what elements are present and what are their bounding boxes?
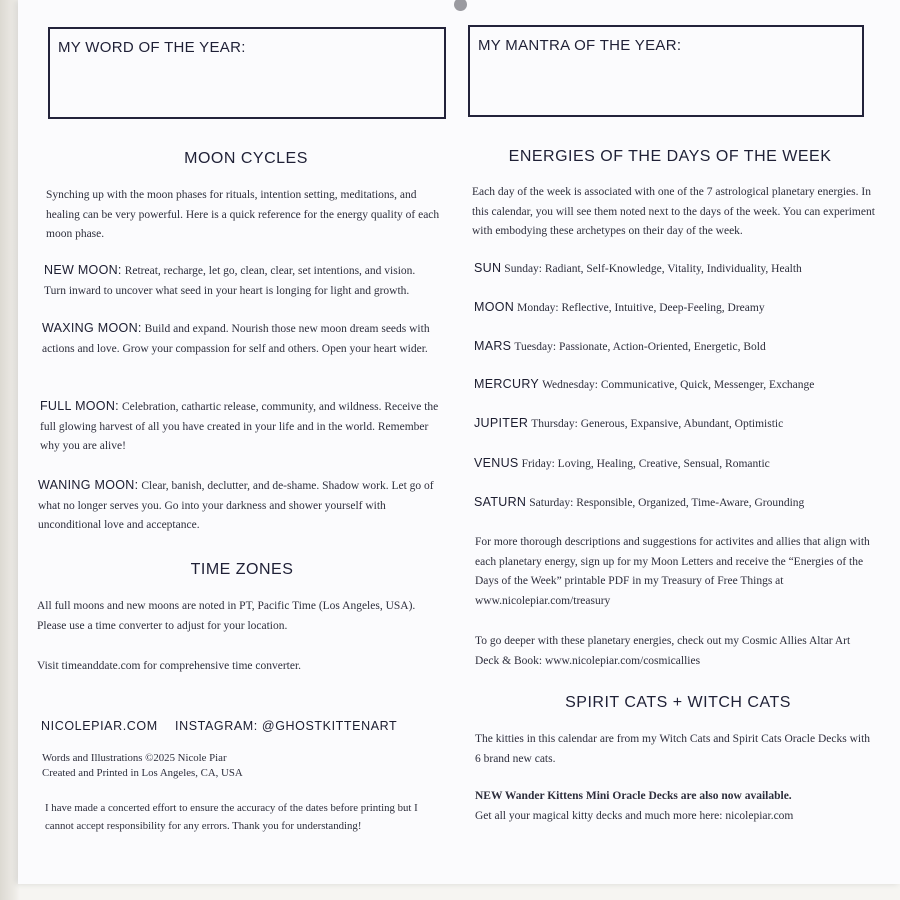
credit-line-1: Words and Illustrations ©2025 Nicole Piar <box>42 752 227 764</box>
new-moon-entry <box>44 261 436 301</box>
day-saturn <box>474 493 804 512</box>
day-venus <box>474 454 770 473</box>
full-moon-text: Celebration, cathartic release, community, and wildness. Receive the full glowing harvest of all you have created in your life and in the world. Remember why you are alive! <box>40 401 439 452</box>
day-moon <box>474 298 765 317</box>
day-sun <box>474 259 802 278</box>
mantra-of-year-label: MY MANTRA OF THE YEAR: <box>478 37 682 54</box>
time-converter-text: Visit timeanddate.com for comprehensive time converter. <box>37 660 302 672</box>
planet-mars: MARS <box>474 339 512 353</box>
energies-heading: ENERGIES OF THE DAYS OF THE WEEK <box>508 148 832 165</box>
time-zones-heading: TIME ZONES <box>190 561 294 578</box>
planet-jupiter: JUPITER <box>474 416 529 430</box>
kitties-text: The kitties in this calendar are from my Witch Cats and Spirit Cats Oracle Decks with 6 brand new cats. <box>475 733 871 765</box>
day-mercury <box>474 375 814 394</box>
planet-moon: MOON <box>474 300 515 314</box>
waxing-moon-entry <box>42 319 446 359</box>
credit-line-2: Created and Printed in Los Angeles, CA, USA <box>42 767 243 779</box>
mantra-of-year-box[interactable] <box>468 25 864 117</box>
word-of-year-box[interactable] <box>48 27 446 119</box>
instagram-handle[interactable]: INSTAGRAM: @GHOSTKITTENART <box>175 719 398 733</box>
day-mercury-text: Wednesday: Communicative, Quick, Messenger, Exchange <box>542 379 815 391</box>
planet-venus: VENUS <box>474 456 519 470</box>
new-moon-text: Retreat, recharge, let go, clean, clear, set intentions, and vision. Turn inward to uncover what seed in your heart is longing for light and growth. <box>44 265 416 297</box>
moon-cycles-heading: MOON CYCLES <box>184 150 308 167</box>
day-sun-text: Sunday: Radiant, Self-Knowledge, Vitality, Individuality, Health <box>504 263 802 275</box>
waning-moon-label: WANING MOON: <box>38 478 139 492</box>
full-moon-entry <box>40 397 444 457</box>
wander-kittens-text <box>475 787 875 826</box>
day-jupiter <box>474 414 783 433</box>
moon-cycles-intro: Synching up with the moon phases for rituals, intention setting, meditations, and healing can be very powerful. Here is a quick reference for the energy quality of each moon phase. <box>46 189 440 240</box>
time-zones-text: All full moons and new moons are noted in PT, Pacific Time (Los Angeles, USA). Please use a time converter to adjust for your location. <box>37 600 416 632</box>
day-mars <box>474 337 766 356</box>
day-jupiter-text: Thursday: Generous, Expansive, Abundant, Optimistic <box>531 418 784 430</box>
go-deeper-text: To go deeper with these planetary energies, check out my Cosmic Allies Altar Art Deck & Book: www.nicolepiar.com/cosmicallies <box>475 635 851 667</box>
disclaimer-text: I have made a concerted effort to ensure the accuracy of the dates before printing but I cannot accept responsibility for any errors. Thank you for understanding! <box>45 802 418 832</box>
waxing-moon-label: WAXING MOON: <box>42 321 142 335</box>
spirit-cats-heading: SPIRIT CATS + WITCH CATS <box>565 694 791 711</box>
day-saturn-text: Saturday: Responsible, Organized, Time-Aware, Grounding <box>529 497 805 509</box>
website-link[interactable]: NICOLEPIAR.COM <box>41 719 158 733</box>
waning-moon-text: Clear, banish, declutter, and de-shame. Shadow work. Let go of what no longer serves you. Go into your darkness and shower yourself with unconditional love and acceptance. <box>38 480 434 531</box>
day-mars-text: Tuesday: Passionate, Action-Oriented, Energetic, Bold <box>514 341 766 353</box>
full-moon-label: FULL MOON: <box>40 399 119 413</box>
planet-saturn: SATURN <box>474 495 527 509</box>
wander-kittens-announcement: NEW Wander Kittens Mini Oracle Decks are also now available. <box>475 790 792 802</box>
waning-moon-entry <box>38 476 438 536</box>
more-info-text: For more thorough descriptions and suggestions for activites and allies that align with each planetary energy, sign up for my Moon Letters and receive the “Energies of the Days of the Week” printable PDF in my Treasury of Free Things at www.nicolepiar.com/treasury <box>475 536 870 607</box>
day-venus-text: Friday: Loving, Healing, Creative, Sensual, Romantic <box>521 458 770 470</box>
planet-mercury: MERCURY <box>474 377 540 391</box>
new-moon-label: NEW MOON: <box>44 263 122 277</box>
energies-intro: Each day of the week is associated with one of the 7 astrological planetary energies. In this calendar, you will see them noted next to the days of the week. You can experiment with embodying these archetypes on their day of the week. <box>472 186 875 237</box>
day-moon-text: Monday: Reflective, Intuitive, Deep-Feeling, Dreamy <box>517 302 765 314</box>
waxing-moon-text: Build and expand. Nourish those new moon dream seeds with actions and love. Grow your compassion for self and others. Open your heart wider. <box>42 323 430 355</box>
kitty-decks-text: Get all your magical kitty decks and much more here: nicolepiar.com <box>475 809 794 822</box>
planet-sun: SUN <box>474 261 502 275</box>
word-of-year-label: MY WORD OF THE YEAR: <box>58 39 246 56</box>
